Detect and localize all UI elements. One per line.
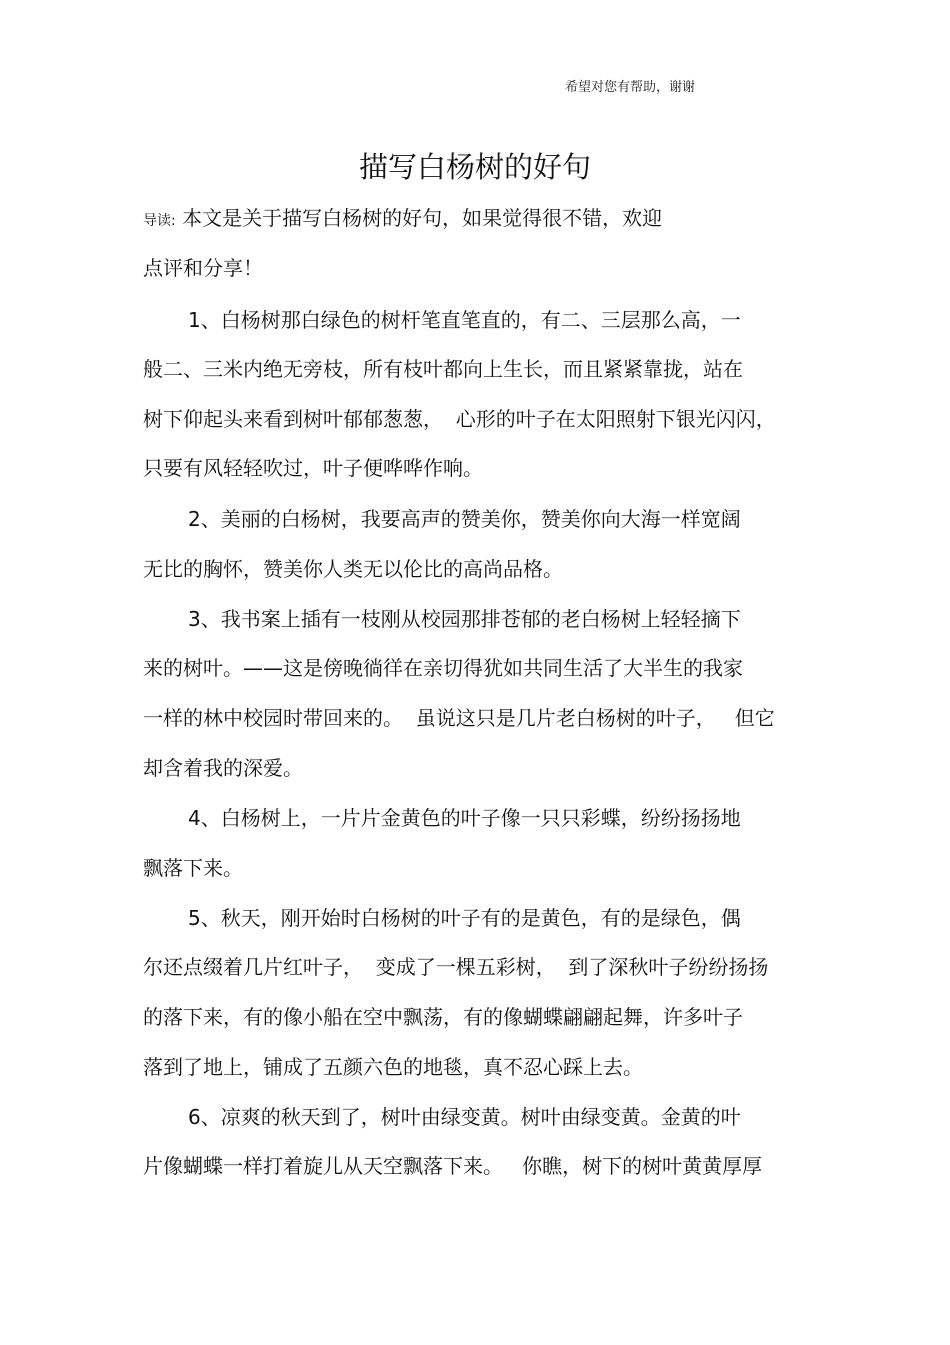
paragraph-3-line-4: 却含着我的深爱。 <box>143 756 303 780</box>
paragraph-2-line-1: 2、美丽的白杨树，我要高声的赞美你，赞美你向大海一样宽阔 <box>188 507 741 531</box>
paragraph-1-line-2: 般二、三米内绝无旁枝，所有枝叶都向上生长，而且紧紧靠拢，站在 <box>143 357 743 381</box>
paragraph-6-line-1: 6、凉爽的秋天到了，树叶由绿变黄。树叶由绿变黄。金黄的叶 <box>188 1105 741 1129</box>
paragraph-5-line-2: 尔还点缀着几片红叶子， 变成了一棵五彩树， 到了深秋叶子纷纷扬扬 <box>143 955 769 979</box>
paragraph-3-line-3: 一样的林中校园时带回来的。 虽说这只是几片老白杨树的叶子， 但它 <box>143 706 775 730</box>
paragraph-1-line-1: 1、白杨树那白绿色的树杆笔直笔直的，有二、三层那么高，一 <box>188 308 741 332</box>
intro-line-2: 点评和分享！ <box>143 256 263 280</box>
paragraph-5-line-1: 5、秋天，刚开始时白杨树的叶子有的是黄色，有的是绿色，偶 <box>188 906 741 930</box>
header-note: 希望对您有帮助，谢谢 <box>565 80 696 95</box>
page-title: 描写白杨树的好句 <box>358 150 591 184</box>
paragraph-3-line-2: 来的树叶。——这是傍晚徜徉在亲切得犹如共同生活了大半生的我家 <box>143 656 743 680</box>
paragraph-3-line-1: 3、我书案上插有一枝刚从校园那排苍郁的老白杨树上轻轻摘下 <box>188 607 741 631</box>
paragraph-5-line-3: 的落下来，有的像小船在空中飘荡，有的像蝴蝶翩翩起舞，许多叶子 <box>143 1005 743 1029</box>
paragraph-6-line-2: 片像蝴蝶一样打着旋儿从天空飘落下来。 你瞧，树下的树叶黄黄厚厚 <box>143 1154 763 1178</box>
paragraph-2-line-2: 无比的胸怀，赞美你人类无以伦比的高尚品格。 <box>143 557 563 581</box>
paragraph-1-line-3: 树下仰起头来看到树叶郁郁葱葱， 心形的叶子在太阳照射下银光闪闪， <box>143 407 776 431</box>
paragraph-4-line-1: 4、白杨树上，一片片金黄色的叶子像一只只彩蝶，纷纷扬扬地 <box>188 806 741 830</box>
intro-text: 本文是关于描写白杨树的好句，如果觉得很不错，欢迎 <box>182 206 663 230</box>
paragraph-4-line-2: 飘落下来。 <box>143 856 243 880</box>
intro-label: 导读: <box>143 213 176 229</box>
intro-line-1 <box>143 206 662 233</box>
paragraph-1-line-4: 只要有风轻轻吹过，叶子便哗哗作响。 <box>143 456 483 480</box>
paragraph-5-line-4: 落到了地上，铺成了五颜六色的地毯，真不忍心踩上去。 <box>143 1055 643 1079</box>
